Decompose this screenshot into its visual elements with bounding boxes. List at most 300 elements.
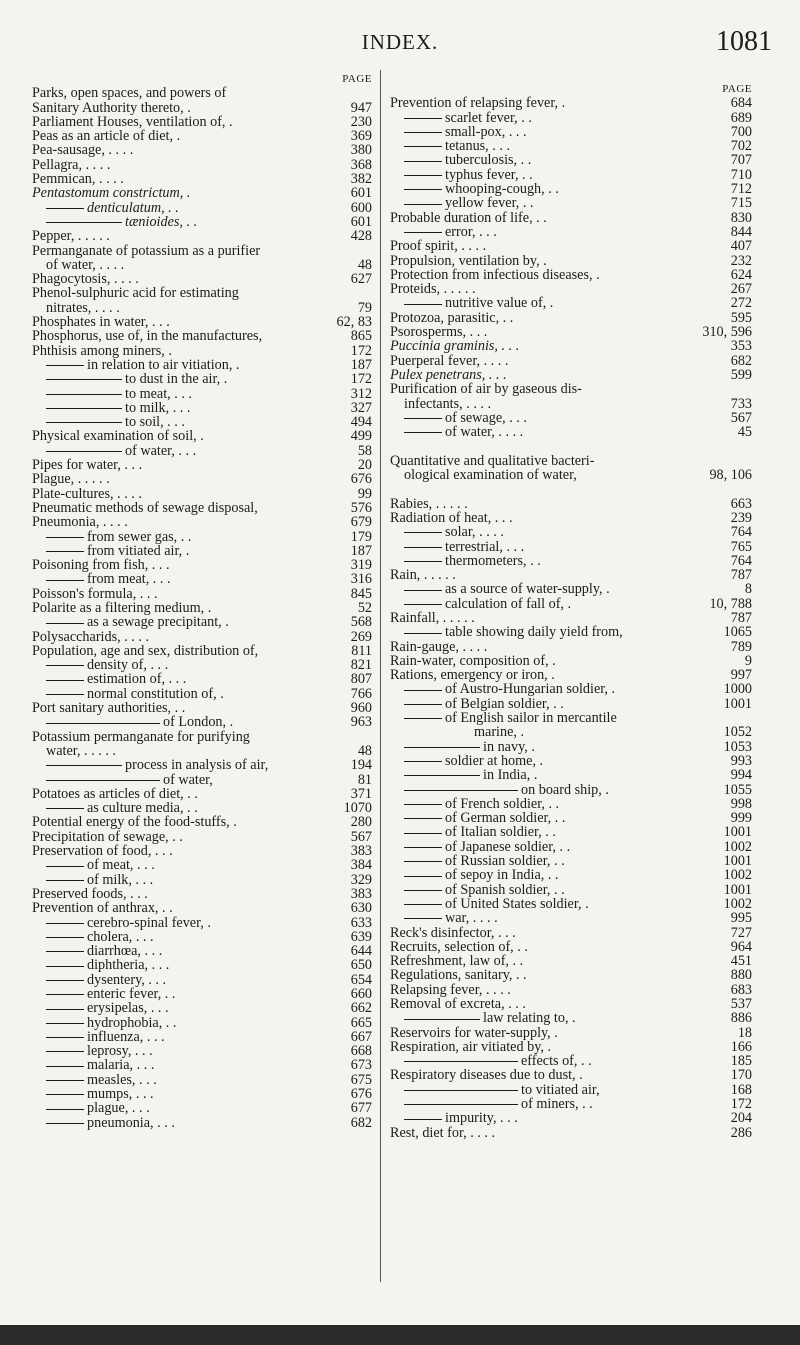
entry-text: Quantitative and qualitative bacteri- [390, 453, 595, 469]
entry-term [32, 858, 330, 872]
index-entry [390, 339, 752, 353]
entry-page-ref: 964 [730, 938, 752, 955]
entry-term [390, 311, 710, 325]
entry-text: calculation of fall of, . [445, 596, 572, 611]
index-entry [32, 1058, 372, 1072]
entry-text: Rabies, . . . . . [390, 496, 468, 511]
entry-text: of Austro-Hungarian soldier, . [445, 682, 616, 697]
entry-text: Physical examination of soil, . [32, 429, 204, 444]
entry-term [390, 811, 710, 825]
entry-text: diphtheria, . . . [87, 958, 170, 973]
index-entry [390, 740, 752, 754]
entry-text: Puccinia graminis, . . . [390, 339, 520, 354]
entry-text: normal constitution of, . [87, 686, 224, 702]
entry-term [390, 711, 752, 725]
entry-term [32, 501, 330, 515]
entry-text: as a source of water-supply, . [445, 582, 610, 597]
index-entry [390, 168, 752, 182]
index-entry [390, 711, 752, 725]
entry-page-ref: 689 [730, 109, 752, 126]
entry-page-ref: 58 [357, 442, 372, 459]
entry-page-ref: 286 [730, 1124, 752, 1141]
entry-term [32, 958, 330, 972]
index-entry [32, 916, 372, 930]
letter-gap [390, 482, 752, 496]
entry-term [32, 530, 330, 544]
entry-text: typhus fever, . . [445, 167, 533, 183]
entry-term [32, 887, 330, 901]
entry-text: tetanus, . . . [445, 139, 511, 154]
index-entry [32, 958, 372, 972]
index-entry [390, 968, 752, 982]
entry-text: malaria, . . . [87, 1058, 155, 1073]
index-entry [32, 215, 372, 229]
entry-term [32, 272, 330, 286]
entry-page-ref: 787 [730, 567, 752, 584]
entry-term [390, 897, 710, 911]
entry-page-ref: 995 [730, 910, 752, 927]
index-entry [390, 797, 752, 811]
index-entry [390, 282, 752, 296]
entry-term [390, 368, 710, 382]
entry-term [32, 715, 330, 729]
ditto-rule [46, 551, 84, 552]
entry-term [32, 115, 330, 129]
ditto-rule [404, 1061, 518, 1062]
entry-page-ref: 665 [350, 1014, 372, 1031]
entry-text: hydrophobia, . . [87, 1015, 177, 1030]
index-entry [32, 229, 372, 243]
entry-text: of Russian soldier, . . [445, 854, 565, 869]
entry-text: Psorosperms, . . . [390, 325, 488, 340]
entry-page-ref: 1001 [723, 853, 752, 870]
entry-page-ref: 667 [350, 1028, 372, 1045]
entry-page-ref: 727 [730, 924, 752, 941]
ditto-rule [404, 1090, 518, 1091]
entry-term [32, 644, 330, 658]
entry-text: Sanitary Authority thereto, . [32, 100, 191, 115]
entry-term [32, 129, 330, 143]
entry-text: Rest, diet for, . . . . [390, 1125, 496, 1140]
entry-page-ref: 166 [730, 1038, 752, 1055]
entry-text: Poisoning from fish, . . . [32, 558, 170, 573]
entry-text: Potential energy of the food-stuffs, . [32, 815, 237, 830]
entry-text: influenza, . . . [87, 1029, 165, 1045]
entry-text: of English sailor in mercantile [445, 711, 617, 726]
entry-text: to vitiated air, [521, 1082, 600, 1098]
entry-page-ref: 52 [357, 599, 372, 616]
index-entry [32, 773, 372, 787]
ditto-rule [46, 623, 84, 624]
entry-term [32, 315, 330, 329]
index-entry [32, 701, 372, 715]
index-entry [32, 744, 372, 758]
entry-text: process in analysis of air, [125, 758, 269, 773]
entry-text: Potassium permanganate for purifying [32, 729, 250, 744]
ditto-rule [404, 876, 442, 877]
entry-text: Rain-water, composition of, . [390, 653, 556, 669]
ditto-rule [404, 904, 442, 905]
index-entry [390, 582, 752, 596]
ditto-rule [404, 532, 442, 533]
entry-text: Purification of air by gaseous dis- [390, 382, 582, 397]
entry-page-ref: 1065 [723, 624, 752, 641]
entry-term [390, 325, 698, 339]
entry-page-ref: 683 [730, 981, 752, 998]
ditto-rule [404, 561, 442, 562]
entry-term [32, 758, 330, 772]
index-entry [390, 597, 752, 611]
entry-text: scarlet fever, . . [445, 110, 532, 125]
entry-term [390, 411, 710, 425]
entry-page-ref: 170 [730, 1067, 752, 1084]
index-entry [390, 1097, 752, 1111]
entry-page-ref: 172 [350, 342, 372, 359]
entry-term [32, 687, 330, 701]
ditto-rule [404, 1119, 442, 1120]
index-entry [390, 96, 752, 110]
entry-page-ref: 715 [730, 195, 752, 212]
entry-page-ref: 316 [350, 571, 372, 588]
entry-text: Phagocytosis, . . . . [32, 272, 139, 287]
ditto-rule [46, 422, 122, 423]
entry-page-ref: 204 [730, 1110, 752, 1127]
entry-term [32, 630, 330, 644]
ditto-rule [46, 1009, 84, 1010]
index-entry [32, 672, 372, 686]
entry-page-ref: 1002 [723, 867, 752, 884]
entry-text: cerebro-spinal fever, . [87, 915, 211, 930]
index-entry [390, 997, 752, 1011]
index-entry [32, 530, 372, 544]
entry-page-ref: 668 [350, 1043, 372, 1060]
page-column-label: PAGE [722, 83, 752, 95]
entry-text: Probable duration of life, . . [390, 210, 547, 225]
entry-term [390, 997, 710, 1011]
entry-page-ref: 185 [730, 1053, 752, 1070]
entry-term [390, 597, 705, 611]
index-entry [390, 668, 752, 682]
index-entry [390, 754, 752, 768]
ditto-rule [404, 232, 442, 233]
entry-term [32, 229, 330, 243]
entry-text: Pulex penetrans, . . . [390, 367, 507, 383]
entry-term [390, 940, 710, 954]
entry-text: to milk, . . . [125, 400, 191, 416]
index-entry [32, 101, 372, 115]
entry-page-ref: 329 [350, 871, 372, 888]
entry-text: Propulsion, ventilation by, . [390, 253, 547, 268]
ditto-rule [46, 723, 160, 724]
index-entry [390, 640, 752, 654]
entry-text: of milk, . . . [87, 872, 154, 887]
entry-page-ref: 998 [730, 795, 752, 812]
entry-text: to dust in the air, . [125, 372, 228, 387]
entry-text: Protection from infectious diseases, . [390, 267, 600, 283]
index-entry [32, 115, 372, 129]
entry-text: effects of, . . [521, 1054, 592, 1069]
entry-page-ref: 1001 [723, 881, 752, 898]
entry-term [390, 525, 710, 539]
ditto-rule [46, 394, 122, 395]
entry-page-ref: 319 [350, 557, 372, 574]
entry-text: denticulatum, . . [87, 200, 179, 215]
entry-text: of French soldier, . . [445, 796, 560, 812]
entry-term [390, 354, 710, 368]
index-entry [390, 254, 752, 268]
entry-page-ref: 765 [730, 538, 752, 555]
entry-page-ref: 630 [350, 900, 372, 917]
entry-term [32, 973, 330, 987]
index-entry [32, 401, 372, 415]
entry-term [390, 454, 752, 468]
entry-text: Phosphates in water, . . . [32, 315, 170, 330]
entry-term [32, 515, 330, 529]
ditto-rule [404, 590, 442, 591]
index-entry [32, 329, 372, 343]
index-entry [390, 554, 752, 568]
entry-term [32, 1044, 330, 1058]
ditto-rule [46, 966, 84, 967]
entry-text: nutritive value of, . [445, 296, 554, 311]
ditto-rule [46, 665, 84, 666]
ditto-rule [46, 994, 84, 995]
entry-text: table showing daily yield from, [445, 625, 623, 640]
entry-term [390, 468, 705, 482]
entry-page-ref: 168 [730, 1081, 752, 1098]
running-title: INDEX. [361, 30, 439, 54]
entry-term [32, 143, 330, 157]
entry-term [32, 286, 372, 300]
entry-text: cholera, . . . [87, 929, 154, 945]
entry-text: of sepoy in India, . . [445, 868, 559, 883]
index-entry [390, 625, 752, 639]
entry-term [32, 901, 330, 915]
index-entry [390, 1040, 752, 1054]
entry-term [390, 1111, 710, 1125]
ditto-rule [46, 222, 122, 223]
entry-text: Phthisis among miners, . [32, 343, 172, 358]
entry-term [32, 873, 330, 887]
index-entry [32, 644, 372, 658]
ditto-rule [404, 761, 442, 762]
ditto-rule [404, 861, 442, 862]
entry-text: Polarite as a filtering medium, . [32, 600, 212, 616]
entry-text: diarrhœa, . . . [87, 944, 163, 959]
ditto-rule [404, 204, 442, 205]
entry-page-ref: 567 [350, 828, 372, 845]
entry-page-ref: 327 [350, 399, 372, 416]
index-entry [32, 987, 372, 1001]
index-entry [390, 868, 752, 882]
index-entry [32, 272, 372, 286]
ditto-rule [46, 379, 122, 380]
entry-page-ref: 963 [350, 714, 372, 731]
entry-text: terrestrial, . . . [445, 539, 525, 554]
entry-term [390, 754, 710, 768]
entry-text: Prevention of relapsing fever, . [390, 96, 566, 111]
entry-page-ref: 677 [350, 1100, 372, 1117]
entry-term [32, 301, 330, 315]
entry-term [32, 429, 330, 443]
ditto-rule [404, 775, 480, 776]
entry-term [390, 153, 710, 167]
ditto-rule [404, 633, 442, 634]
index-entry [32, 158, 372, 172]
index-entry [32, 1030, 372, 1044]
entry-page-ref: 627 [350, 271, 372, 288]
ditto-rule [46, 1051, 84, 1052]
entry-text: Refreshment, law of, . . [390, 954, 524, 969]
entry-text: of miners, . . [521, 1097, 593, 1112]
ditto-rule [46, 780, 160, 781]
index-entry [32, 258, 372, 272]
entry-term [390, 682, 710, 696]
index-entry [390, 397, 752, 411]
entry-page-ref: 48 [357, 742, 372, 759]
entry-term [390, 640, 710, 654]
ditto-rule [46, 1094, 84, 1095]
entry-page-ref: 702 [730, 138, 752, 155]
entry-text: of water, . . . [125, 443, 197, 459]
entry-text: Relapsing fever, . . . . [390, 982, 511, 997]
entry-term [32, 672, 330, 686]
index-entry [390, 411, 752, 425]
entry-term [32, 1087, 330, 1101]
entry-term [32, 458, 330, 472]
ditto-rule [404, 1104, 518, 1105]
entry-text: to meat, . . . [125, 386, 192, 401]
index-entry [390, 940, 752, 954]
entry-text: of water, . . . . [445, 425, 524, 440]
entry-page-ref: 880 [730, 967, 752, 984]
index-entry [32, 372, 372, 386]
entry-text: as a sewage precipitant, . [87, 615, 229, 630]
entry-text: in India, . [483, 768, 538, 783]
index-entry [390, 697, 752, 711]
entry-page-ref: 787 [730, 609, 752, 626]
ditto-rule [404, 718, 442, 719]
entry-text: Regulations, sanitary, . . [390, 968, 527, 983]
entry-page-ref: 232 [730, 252, 752, 269]
ditto-rule [404, 418, 442, 419]
entry-term [32, 415, 330, 429]
entry-page-ref: 1002 [723, 838, 752, 855]
entry-page-ref: 845 [350, 585, 372, 602]
index-entry [32, 730, 372, 744]
entry-term [32, 773, 330, 787]
entry-text: Phenol-sulphuric acid for estimating [32, 286, 239, 301]
entry-term [390, 854, 710, 868]
entry-page-ref: 8 [744, 581, 752, 598]
entry-term [390, 1011, 710, 1025]
index-entry [390, 911, 752, 925]
entry-page-ref: 1053 [723, 738, 752, 755]
index-entry [390, 296, 752, 310]
ditto-rule [404, 604, 442, 605]
index-entry [32, 973, 372, 987]
entry-page-ref: 960 [350, 700, 372, 717]
ditto-rule [404, 1019, 480, 1020]
entry-term [390, 296, 710, 310]
entry-page-ref: 601 [350, 185, 372, 202]
entry-term [32, 844, 330, 858]
index-entry [32, 415, 372, 429]
index-entry [32, 1073, 372, 1087]
entry-term [32, 344, 330, 358]
ditto-rule [46, 580, 84, 581]
index-entry [390, 783, 752, 797]
index-entry [32, 858, 372, 872]
entry-page-ref: 633 [350, 914, 372, 931]
entry-text: in relation to air vitiation, . [87, 357, 240, 373]
entry-text: Pipes for water, . . . [32, 458, 143, 473]
entry-term [390, 196, 710, 210]
entry-text: as culture media, . . [87, 801, 198, 816]
index-entry [390, 1083, 752, 1097]
entry-term [32, 1073, 330, 1087]
letter-gap [390, 439, 752, 453]
entry-page-ref: 830 [730, 209, 752, 226]
entry-text: Pneumonia, . . . . [32, 515, 128, 530]
entry-page-ref: 187 [350, 542, 372, 559]
entry-term [32, 801, 330, 815]
entry-page-ref: 663 [730, 495, 752, 512]
index-entry [32, 86, 372, 100]
ditto-rule [404, 790, 518, 791]
entry-page-ref: 654 [350, 971, 372, 988]
index-entry [32, 186, 372, 200]
entry-page-ref: 179 [350, 528, 372, 545]
entry-text: dysentery, . . . [87, 972, 167, 987]
entry-page-ref: 48 [357, 256, 372, 273]
ditto-rule [46, 980, 84, 981]
index-entry [32, 887, 372, 901]
entry-text: war, . . . . [445, 911, 498, 926]
entry-text: Pellagra, . . . . [32, 157, 111, 173]
entry-page-ref: 807 [350, 671, 372, 688]
ditto-rule [46, 1023, 84, 1024]
entry-page-ref: 353 [730, 338, 752, 355]
entry-term [32, 930, 330, 944]
index-entry [32, 544, 372, 558]
entry-page-ref: 684 [730, 95, 752, 112]
entry-page-ref: 600 [350, 199, 372, 216]
entry-text: Rainfall, . . . . . [390, 610, 475, 626]
index-entry [32, 787, 372, 801]
entry-term [390, 868, 710, 882]
entry-term [390, 840, 710, 854]
entry-term [390, 1054, 710, 1068]
index-entry [32, 630, 372, 644]
index-entry [390, 368, 752, 382]
index-entry [32, 944, 372, 958]
index-entry [32, 487, 372, 501]
entry-page-ref: 886 [730, 1010, 752, 1027]
entry-term [390, 825, 710, 839]
ditto-rule [46, 1123, 84, 1124]
entry-term [32, 544, 330, 558]
entry-term [390, 568, 710, 582]
entry-page-ref: 383 [350, 843, 372, 860]
entry-page-ref: 764 [730, 552, 752, 569]
entry-term [390, 96, 710, 110]
index-entry [32, 1044, 372, 1058]
entry-term [390, 339, 710, 353]
scan-edge [0, 1325, 800, 1345]
entry-term [32, 215, 330, 229]
entry-page-ref: 639 [350, 928, 372, 945]
